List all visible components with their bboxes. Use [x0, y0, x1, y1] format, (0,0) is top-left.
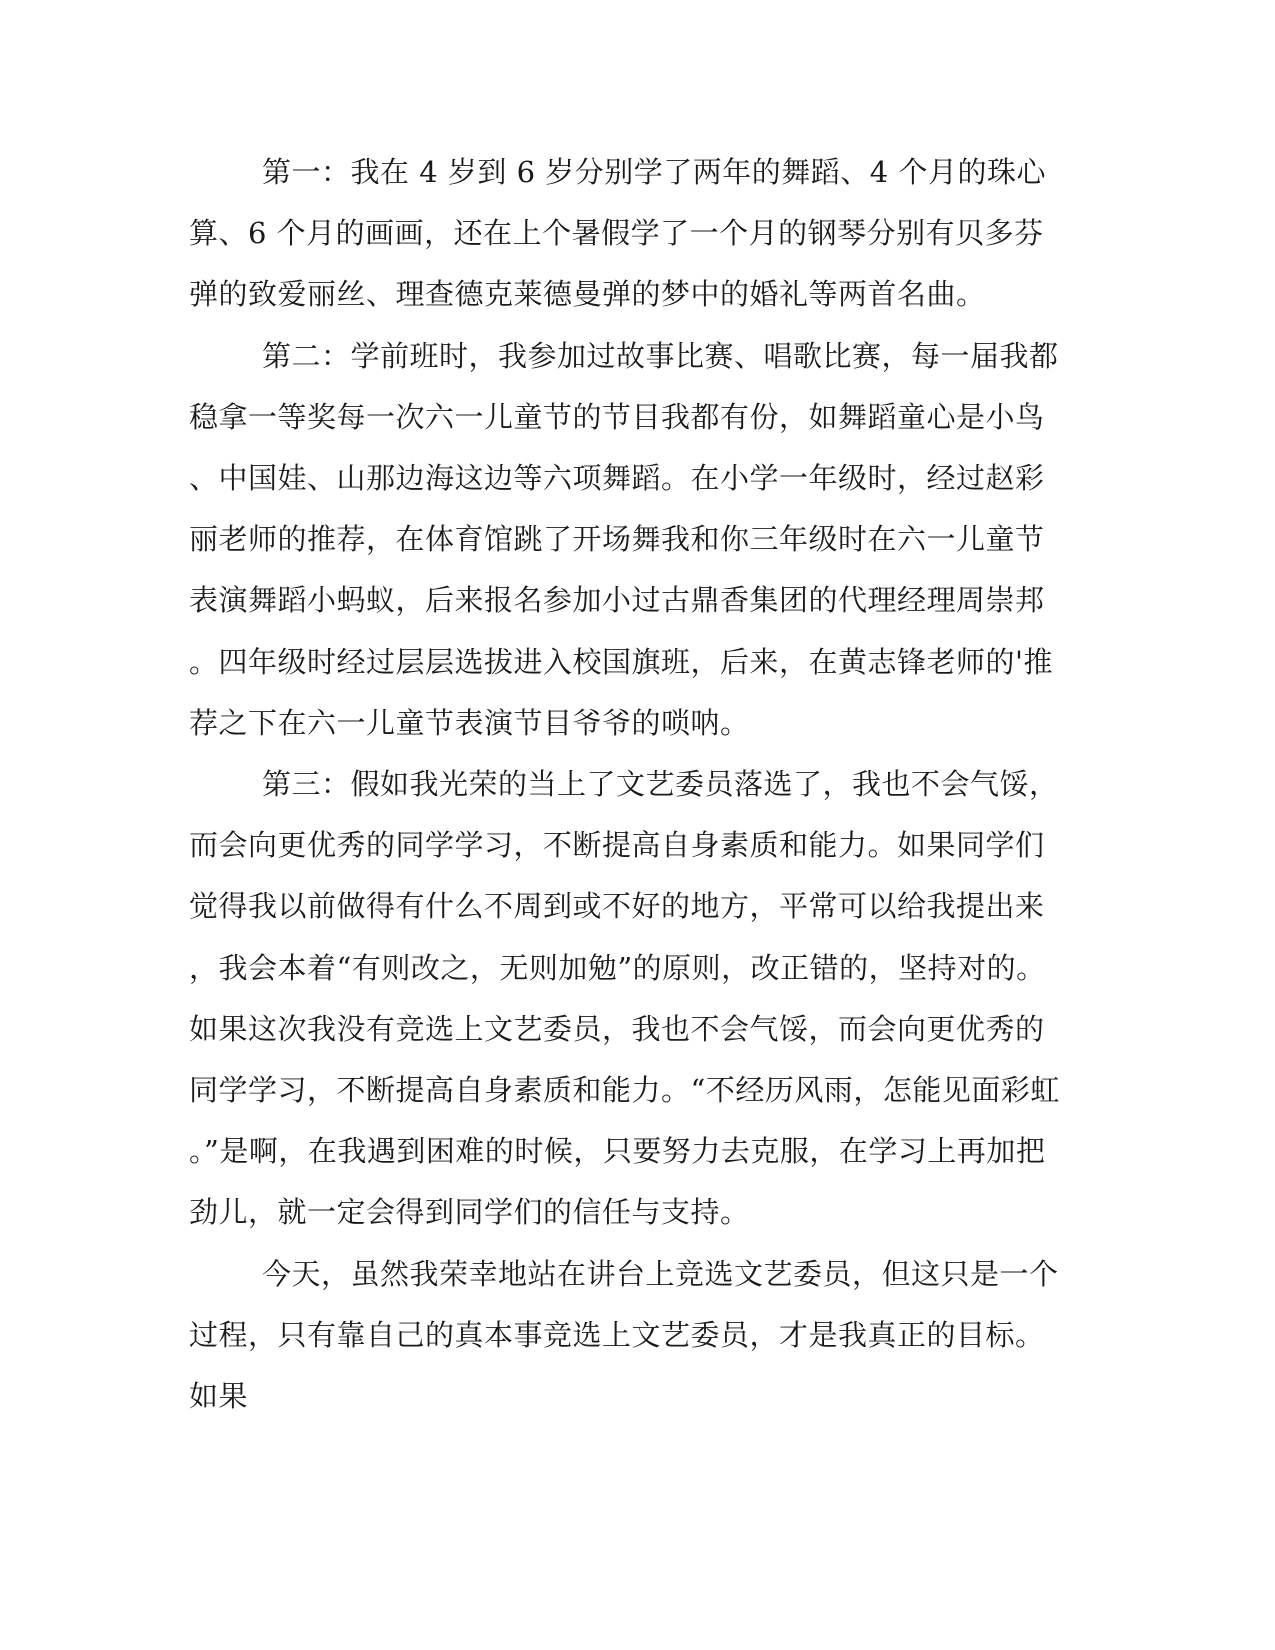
paragraph-today: 今天，虽然我荣幸地站在讲台上竞选文艺委员，但这只是一个过程，只有靠自己的真本事竞选上文艺委员，才是我真正的目标。如果 — [189, 1256, 1059, 1414]
document-body — [189, 142, 1069, 1427]
paragraph-first: 第一：我在 4 岁到 6 岁分别学了两年的舞蹈、4 个月的珠心算、6 个月的画画，还在上个暑假学了一个月的钢琴分别有贝多芬弹的致爱丽丝、理查德克莱德曼弹的梦中的婚礼等两首名曲。 — [189, 155, 1046, 312]
paragraph-second: 第二：学前班时，我参加过故事比赛、唱歌比赛，每一届我都稳拿一等奖每一次六一儿童节的节目我都有份，如舞蹈童心是小鸟、中国娃、山那边海这边等六项舞蹈。在小学一年级时，经过赵彩丽老师的推荐，在体育馆跳了开场舞我和你三年级时在六一儿童节表演舞蹈小蚂蚁，后来报名参加小过古鼎香集团的代理经理周崇邦。四年级时经过层层选拔进入校国旗班，后来，在黄志锋老师的'推荐之下在六一儿童节表演节目爷爷的唢呐。 — [189, 338, 1059, 740]
paragraph-third: 第三：假如我光荣的当上了文艺委员落选了，我也不会气馁，而会向更优秀的同学学习，不断提高自身素质和能力。如果同学们觉得我以前做得有什么不周到或不好的地方，平常可以给我提出来，我会本着“有则改之，无则加勉”的原则，改正错的，坚持对的。如果这次我没有竞选上文艺委员，我也不会气馁，而会向更优秀的同学学习，不断提高自身素质和能力。“不经历风雨，怎能见面彩虹。”是啊，在我遇到困难的时候，只要努力去克服，在学习上再加把劲儿，就一定会得到同学们的信任与支持。 — [189, 767, 1060, 1230]
